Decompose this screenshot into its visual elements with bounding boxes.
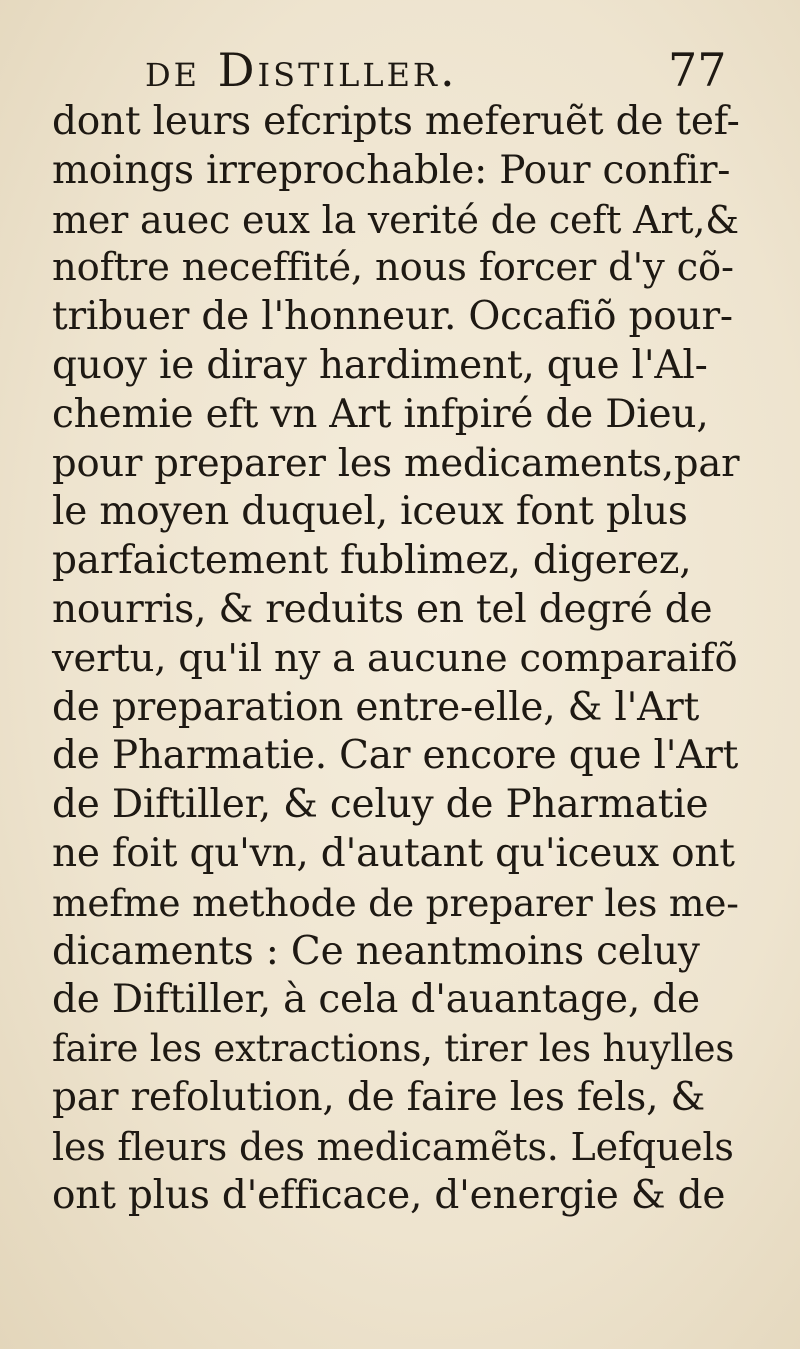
text-line: moings irreprochable: Pour confir- — [52, 147, 731, 193]
text-line: mer auec eux la verité de ceft Art,& — [52, 197, 739, 242]
text-line: mefme methode de preparer les me- — [52, 880, 739, 925]
text-line: pour preparer les medicaments,par — [52, 440, 740, 486]
text-line: ont plus d'efficace, d'energie & de — [52, 1172, 726, 1218]
body-text — [52, 98, 742, 1220]
text-line: noftre neceffité, nous forcer d'y cõ- — [52, 245, 734, 291]
text-line: dont leurs efcripts meferuẽt de tef- — [52, 99, 740, 144]
text-line: de preparation entre-elle, & l'Art — [52, 684, 700, 730]
text-line: tribuer de l'honneur. Occafiõ pour- — [52, 294, 733, 340]
text-line: par refolution, de faire les fels, & — [52, 1074, 706, 1120]
page-number: 77 — [668, 43, 727, 97]
text-line: de Diftiller, & celuy de Pharmatie — [52, 782, 709, 828]
text-line: le moyen duquel, iceux font plus — [52, 489, 688, 535]
text-line: faire les extractions, tirer les huylles — [52, 1027, 735, 1071]
running-head — [0, 40, 800, 100]
text-line: parfaictement fublimez, digerez, — [52, 538, 692, 584]
text-line: de Pharmatie. Car encore que l'Art — [52, 733, 739, 779]
text-line: de Diftiller, à cela d'auantage, de — [52, 977, 700, 1023]
text-line: quoy ie diray hardiment, que l'Al- — [52, 342, 708, 388]
text-line: nourris, & reduits en tel degré de — [52, 586, 713, 632]
text-line: vertu, qu'il ny a aucune comparaifõ — [52, 635, 738, 681]
text-line: chemie eft vn Art infpiré de Dieu, — [52, 391, 709, 437]
text-line: ne foit qu'vn, d'autant qu'iceux ont — [52, 830, 735, 876]
text-line: dicaments : Ce neantmoins celuy — [52, 928, 700, 974]
text-line: les fleurs des medicamẽts. Lefquels — [52, 1124, 734, 1169]
running-title: de Distiller. — [145, 43, 458, 97]
